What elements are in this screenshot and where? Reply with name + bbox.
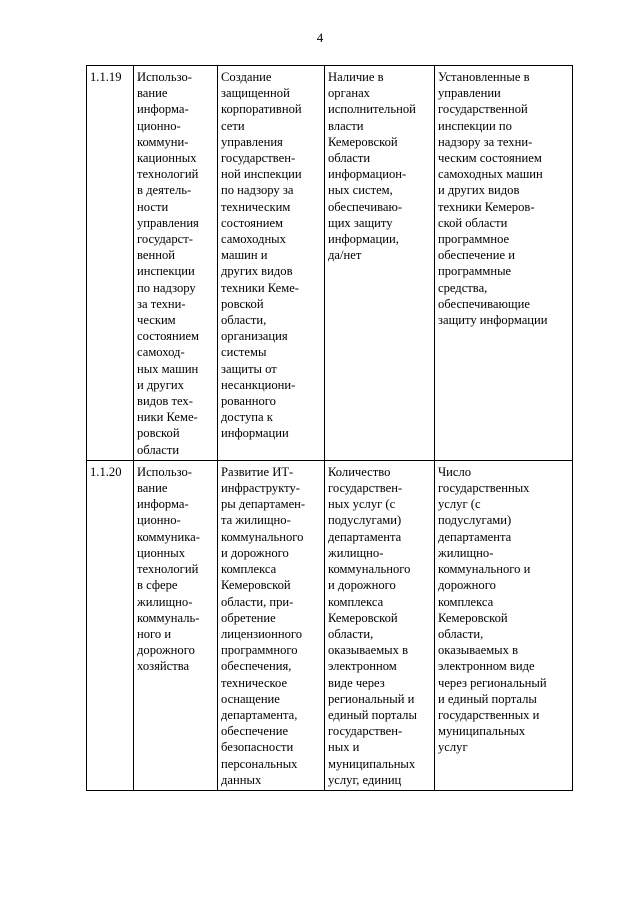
activity-name: Использо- вание информа- ционно- коммуни- кационных технологий в деятель- ности управления государст- венной инспекции по надзору за техни- ческим состоянием самоход- ных машин и других видов тех- ники Кеме- ровской области — [137, 70, 200, 457]
result-cell — [435, 460, 573, 790]
result-text: Установленные в управлении государственной инспекции по надзору за техни- ческим состоянием самоходных машин и других видов техники Кемеров- ской области программное обеспечение и программные средства, обеспечивающие защиту информации — [438, 70, 548, 328]
table-row — [87, 66, 573, 461]
row-number-cell — [87, 460, 134, 790]
measure-cell — [218, 66, 325, 461]
activity-name-cell — [134, 66, 218, 461]
indicators-table — [86, 65, 573, 791]
result-text: Число государственных услуг (с подуслугами) департамента жилищно- коммунального и дорожного комплекса Кемеровской области, оказываемых в электронном виде через региональный и единый порталы государственных и муниципальных услуг — [438, 464, 547, 755]
measure-cell — [218, 460, 325, 790]
result-cell — [435, 66, 573, 461]
row-number: 1.1.19 — [90, 70, 122, 84]
measure-text: Развитие ИТ- инфраструкту- ры департамен- та жилищно- коммунального и дорожного комплекса Кемеровской области, при- обретение лицензионного программного обеспечения, техническое оснащение департамента, обеспечение безопасности персональных данных — [221, 464, 306, 787]
table-row — [87, 460, 573, 790]
page-number: 4 — [316, 30, 324, 45]
indicator-text: Количество государствен- ных услуг (с подуслугами) департамента жилищно- коммунального и дорожного комплекса Кемеровской области, оказываемых в электронном виде через региональный и единый порталы государствен- ных и муниципальных услуг, единиц — [328, 464, 417, 787]
activity-name-cell — [134, 460, 218, 790]
activity-name: Использо- вание информа- ционно- коммуника- ционных технологий в сфере жилищно- коммуналь- ного и дорожного хозяйства — [137, 464, 200, 674]
row-number: 1.1.20 — [90, 464, 122, 479]
indicator-text: Наличие в органах исполнительной власти Кемеровской области информацион- ных систем, обеспечиваю- щих защиту информации, да/нет — [328, 70, 416, 263]
indicator-cell — [325, 460, 435, 790]
indicator-cell — [325, 66, 435, 461]
measure-text: Создание защищенной корпоративной сети управления государствен- ной инспекции по надзору за техническим состоянием самоходных машин и других видов техники Кеме- ровской области, организация системы защиты от несанкциони- рованного доступа к информации — [221, 70, 302, 441]
row-number-cell — [87, 66, 134, 461]
